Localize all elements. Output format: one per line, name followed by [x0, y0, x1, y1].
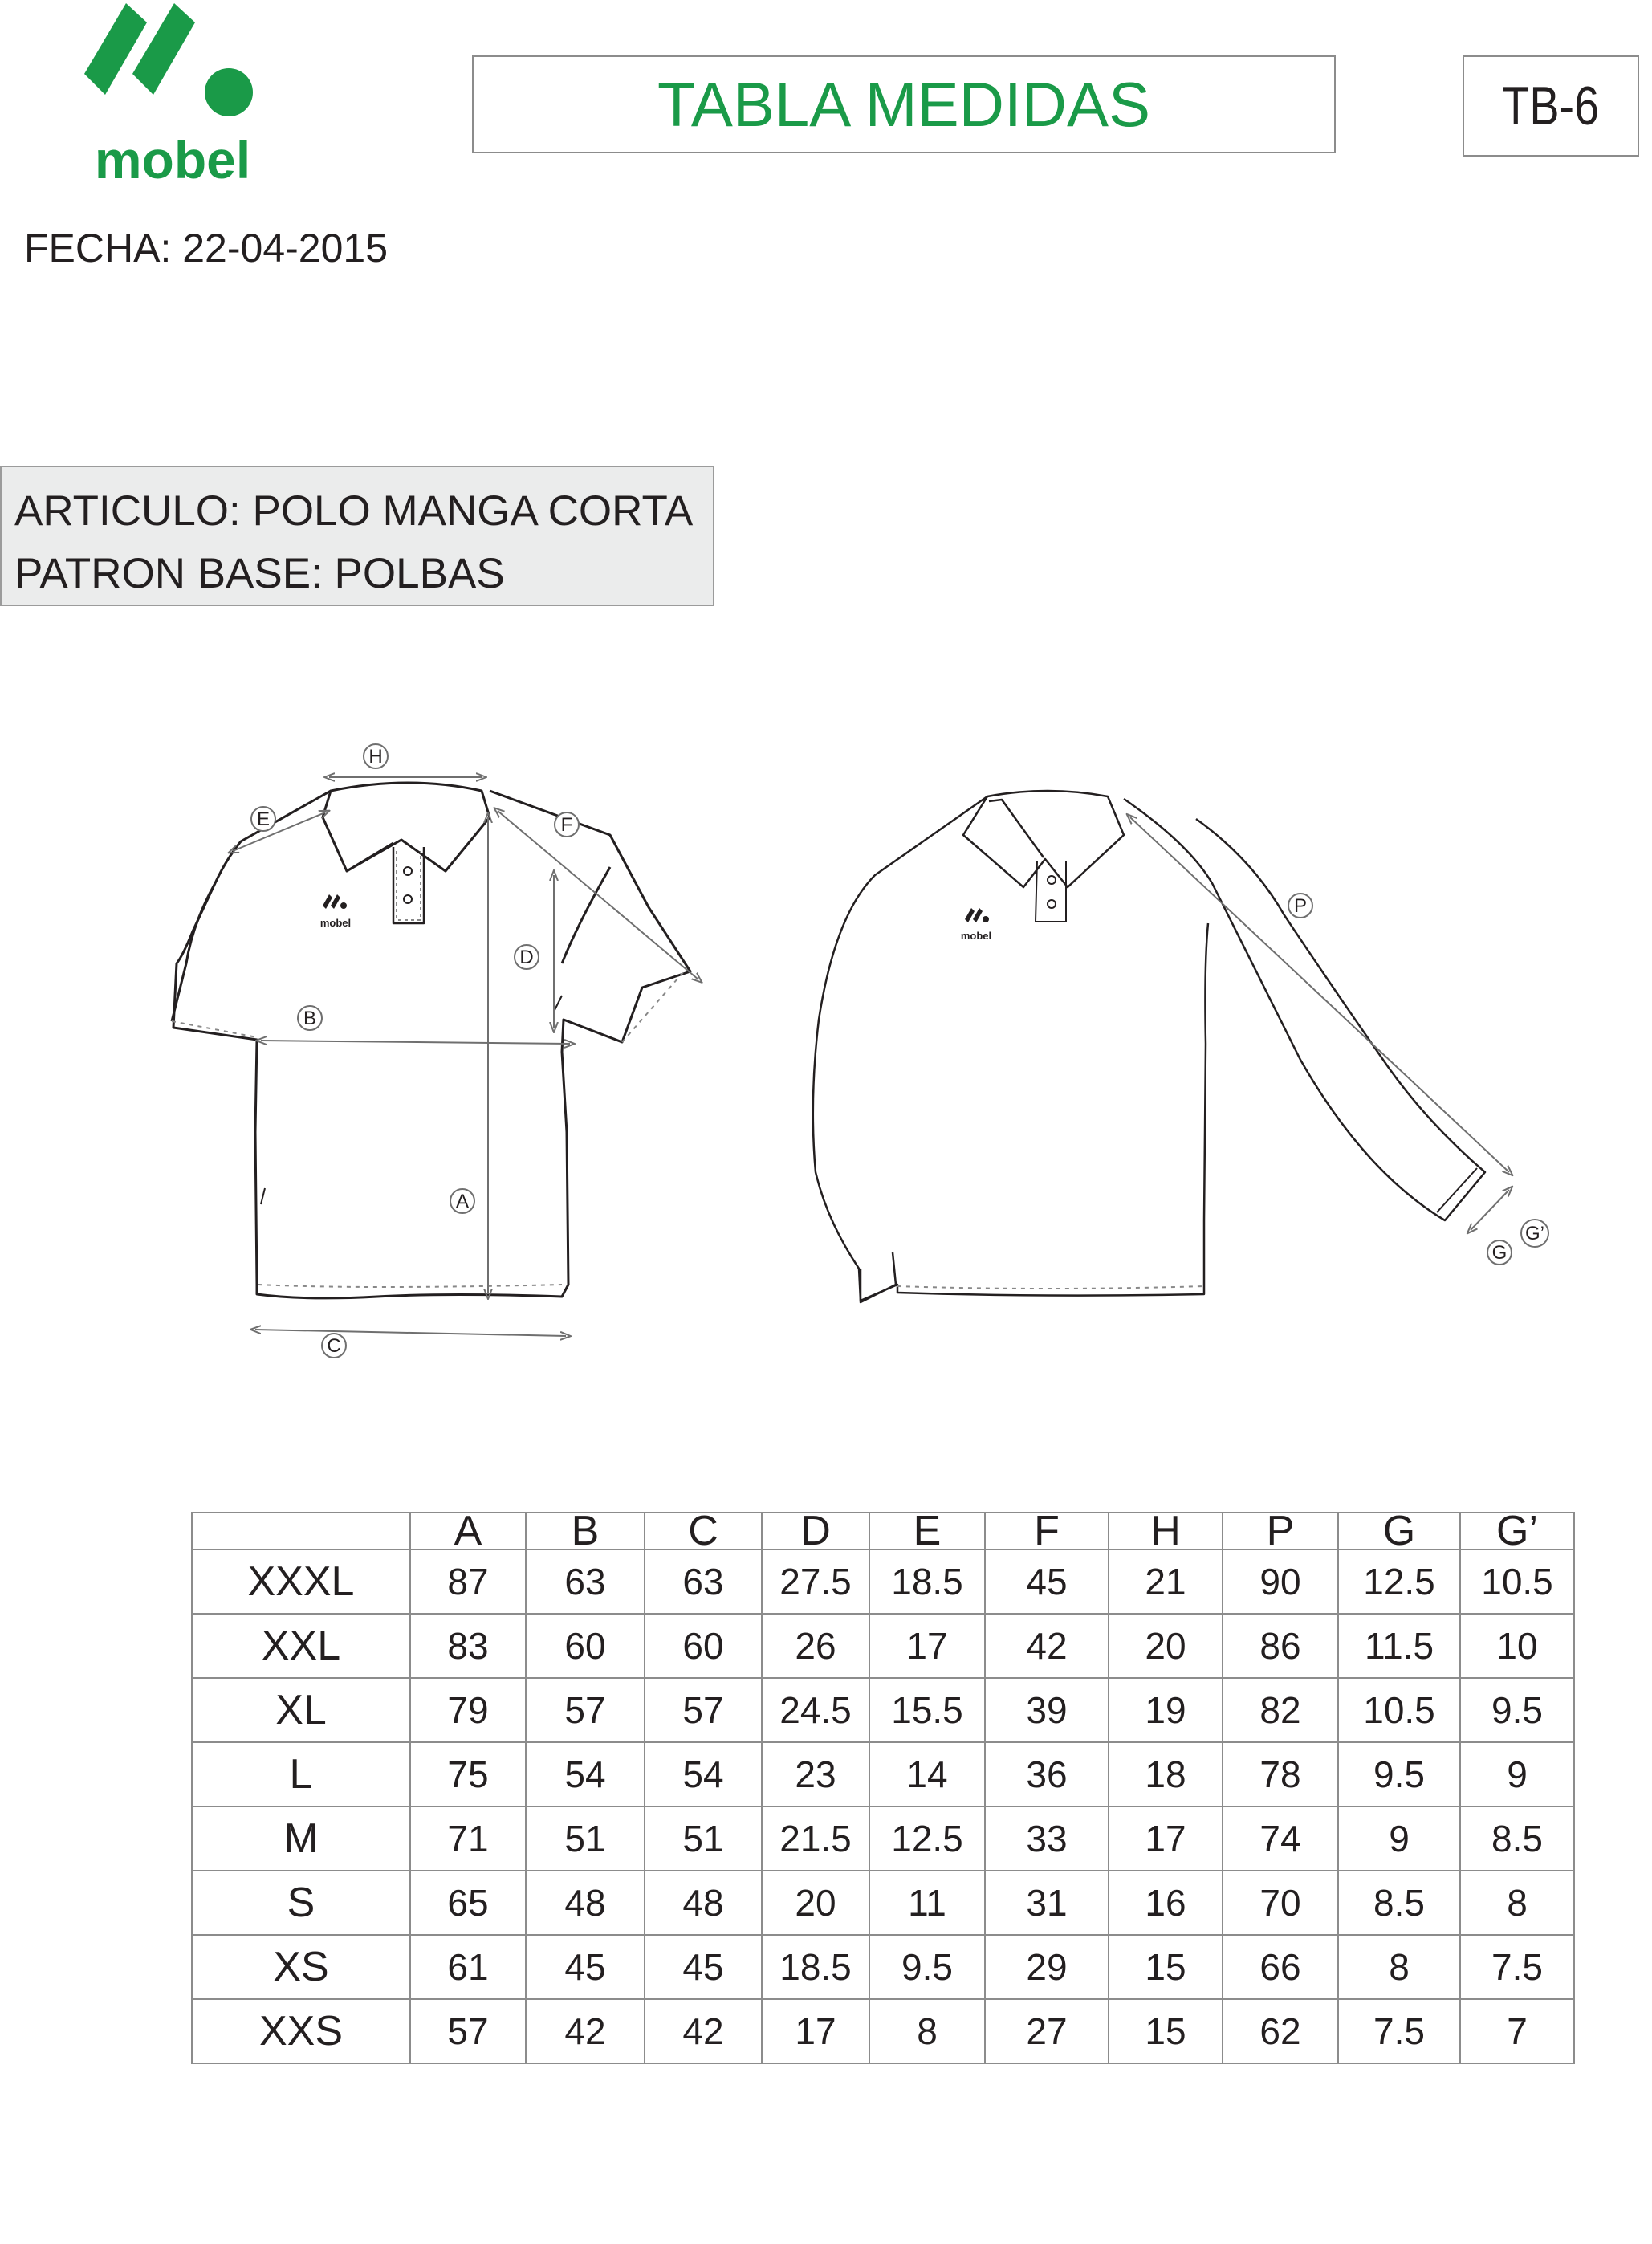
measurement-cell: 60: [645, 1614, 762, 1678]
measurement-cell: 57: [410, 1999, 526, 2063]
size-label-cell: M: [192, 1806, 410, 1871]
measurement-cell: 51: [645, 1806, 762, 1871]
measurement-cell: 61: [410, 1935, 526, 1999]
column-header: A: [410, 1513, 526, 1550]
long-sleeve-polo-drawing: [813, 791, 1485, 1302]
measurement-cell: 8: [1460, 1871, 1574, 1935]
measurement-cell: 11: [869, 1871, 985, 1935]
measurement-cell: 15.5: [869, 1678, 985, 1742]
measurement-cell: 83: [410, 1614, 526, 1678]
measurement-cell: 9.5: [1338, 1742, 1460, 1806]
size-label-cell: XL: [192, 1678, 410, 1742]
base-pattern: PATRON BASE: POLBAS: [14, 550, 505, 597]
size-label-cell: XS: [192, 1935, 410, 1999]
callout-d: [515, 945, 539, 969]
svg-text:C: C: [327, 1335, 341, 1357]
svg-text:B: B: [303, 1008, 317, 1029]
measurement-cell: 54: [526, 1742, 645, 1806]
svg-text:F: F: [560, 814, 573, 836]
column-header: F: [985, 1513, 1109, 1550]
measurement-cell: 78: [1223, 1742, 1338, 1806]
measurement-cell: 18.5: [762, 1935, 869, 1999]
measurement-cell: 29: [985, 1935, 1109, 1999]
measurement-cell: 36: [985, 1742, 1109, 1806]
measurement-cell: 48: [526, 1871, 645, 1935]
measurement-cell: 8.5: [1338, 1871, 1460, 1935]
measurement-cell: 21: [1109, 1550, 1223, 1614]
measurement-lines-long: [1130, 817, 1509, 1230]
measurement-cell: 8: [1338, 1935, 1460, 1999]
callout-p: [1288, 894, 1312, 918]
table-row: [192, 1742, 1574, 1806]
short-sleeve-polo-drawing: [172, 783, 690, 1298]
chest-logo-text: mobel: [319, 917, 352, 929]
column-header: D: [762, 1513, 869, 1550]
chest-logo-text-long: mobel: [960, 930, 992, 942]
chest-logo-icon-long: [965, 908, 989, 922]
callout-a: [450, 1189, 474, 1213]
table-row: [192, 1806, 1574, 1871]
measurement-cell: 63: [645, 1550, 762, 1614]
article-name: ARTICULO: POLO MANGA CORTA: [14, 487, 694, 535]
measurement-cell: 86: [1223, 1614, 1338, 1678]
callout-f: [555, 812, 579, 837]
table-row: [192, 1999, 1574, 2063]
measurement-cell: 42: [645, 1999, 762, 2063]
measurement-cell: 15: [1109, 1935, 1223, 1999]
table-row: [192, 1550, 1574, 1614]
measurement-cell: 8: [869, 1999, 985, 2063]
measurement-cell: 26: [762, 1614, 869, 1678]
measurement-cell: 20: [762, 1871, 869, 1935]
measurement-cell: 10.5: [1460, 1550, 1574, 1614]
mobel-logo: [76, 0, 269, 185]
measurement-cell: 63: [526, 1550, 645, 1614]
size-label-cell: XXS: [192, 1999, 410, 2063]
garment-diagram: [0, 723, 1652, 1381]
page-title: TABLA MEDIDAS: [657, 68, 1151, 140]
measurement-cell: 9.5: [869, 1935, 985, 1999]
callout-h: [364, 744, 388, 768]
callout-b: [298, 1006, 322, 1030]
title-box: [472, 55, 1336, 153]
measurement-cell: 54: [645, 1742, 762, 1806]
table-row: [192, 1614, 1574, 1678]
measurement-cell: 71: [410, 1806, 526, 1871]
size-label-cell: XXXL: [192, 1550, 410, 1614]
measurement-cell: 62: [1223, 1999, 1338, 2063]
column-header: G’: [1460, 1513, 1574, 1550]
measurement-cell: 66: [1223, 1935, 1338, 1999]
measurement-lines: [233, 777, 698, 1336]
svg-text:H: H: [368, 746, 383, 768]
size-label-cell: L: [192, 1742, 410, 1806]
callout-e: [251, 807, 275, 831]
callout-c: [322, 1334, 346, 1358]
size-label-cell: XXL: [192, 1614, 410, 1678]
measurement-cell: 60: [526, 1614, 645, 1678]
measurement-cell: 51: [526, 1806, 645, 1871]
measurement-cell: 42: [985, 1614, 1109, 1678]
measurement-cell: 45: [645, 1935, 762, 1999]
measurement-cell: 39: [985, 1678, 1109, 1742]
measurement-cell: 57: [526, 1678, 645, 1742]
measurement-cell: 9.5: [1460, 1678, 1574, 1742]
code-box: [1463, 55, 1639, 157]
measurement-cell: 75: [410, 1742, 526, 1806]
measurement-cell: 12.5: [1338, 1550, 1460, 1614]
column-header: P: [1223, 1513, 1338, 1550]
column-header: H: [1109, 1513, 1223, 1550]
measurement-callouts-long: [1288, 894, 1548, 1265]
measurement-cell: 87: [410, 1550, 526, 1614]
measurement-cell: 10: [1460, 1614, 1574, 1678]
svg-text:P: P: [1293, 895, 1308, 917]
callout-g: [1487, 1240, 1512, 1265]
measurement-cell: 7: [1460, 1999, 1574, 2063]
table-row: [192, 1871, 1574, 1935]
measurement-cell: 65: [410, 1871, 526, 1935]
measurement-cell: 33: [985, 1806, 1109, 1871]
measurement-cell: 24.5: [762, 1678, 869, 1742]
document-date: FECHA: 22-04-2015: [24, 226, 389, 271]
size-label-cell: S: [192, 1871, 410, 1935]
chest-logo-icon: [323, 894, 347, 909]
measurement-cell: 79: [410, 1678, 526, 1742]
svg-text:D: D: [519, 947, 534, 968]
column-header: B: [526, 1513, 645, 1550]
measurement-cell: 15: [1109, 1999, 1223, 2063]
measurement-cell: 8.5: [1460, 1806, 1574, 1871]
measurement-cell: 45: [985, 1550, 1109, 1614]
measurement-cell: 19: [1109, 1678, 1223, 1742]
measurement-cell: 7.5: [1338, 1999, 1460, 2063]
measurement-cell: 17: [869, 1614, 985, 1678]
measurement-cell: 7.5: [1460, 1935, 1574, 1999]
table-row: [192, 1678, 1574, 1742]
column-header: E: [869, 1513, 985, 1550]
measurement-cell: 27: [985, 1999, 1109, 2063]
document-code: TB-6: [1502, 75, 1600, 136]
measurement-cell: 74: [1223, 1806, 1338, 1871]
measurement-cell: 17: [762, 1999, 869, 2063]
article-info-box: [0, 466, 714, 606]
measurement-cell: 31: [985, 1871, 1109, 1935]
table-header-row: [192, 1513, 1574, 1550]
measurement-cell: 82: [1223, 1678, 1338, 1742]
logo-wordmark: mobel: [94, 130, 251, 185]
measurement-cell: 42: [526, 1999, 645, 2063]
measurement-cell: 70: [1223, 1871, 1338, 1935]
svg-text:G: G: [1491, 1242, 1508, 1264]
column-header: G: [1338, 1513, 1460, 1550]
size-table: [191, 1512, 1575, 2064]
measurement-cell: 20: [1109, 1614, 1223, 1678]
svg-text:G’: G’: [1525, 1223, 1544, 1244]
measurement-cell: 45: [526, 1935, 645, 1999]
measurement-cell: 48: [645, 1871, 762, 1935]
measurement-cell: 9: [1460, 1742, 1574, 1806]
measurement-cell: 57: [645, 1678, 762, 1742]
measurement-cell: 27.5: [762, 1550, 869, 1614]
svg-text:E: E: [256, 808, 271, 830]
measurement-cell: 18.5: [869, 1550, 985, 1614]
measurement-cell: 18: [1109, 1742, 1223, 1806]
measurement-cell: 17: [1109, 1806, 1223, 1871]
measurement-cell: 23: [762, 1742, 869, 1806]
callout-g2: [1521, 1220, 1548, 1247]
measurement-cell: 9: [1338, 1806, 1460, 1871]
measurement-cell: 12.5: [869, 1806, 985, 1871]
measurement-cell: 21.5: [762, 1806, 869, 1871]
measurement-cell: 10.5: [1338, 1678, 1460, 1742]
measurement-cell: 90: [1223, 1550, 1338, 1614]
measurement-cell: 14: [869, 1742, 985, 1806]
measurement-cell: 11.5: [1338, 1614, 1460, 1678]
column-header: C: [645, 1513, 762, 1550]
measurement-cell: 16: [1109, 1871, 1223, 1935]
table-row: [192, 1935, 1574, 1999]
header-corner-cell: [192, 1513, 410, 1550]
svg-text:A: A: [455, 1191, 470, 1212]
measurement-callouts: [251, 744, 579, 1358]
